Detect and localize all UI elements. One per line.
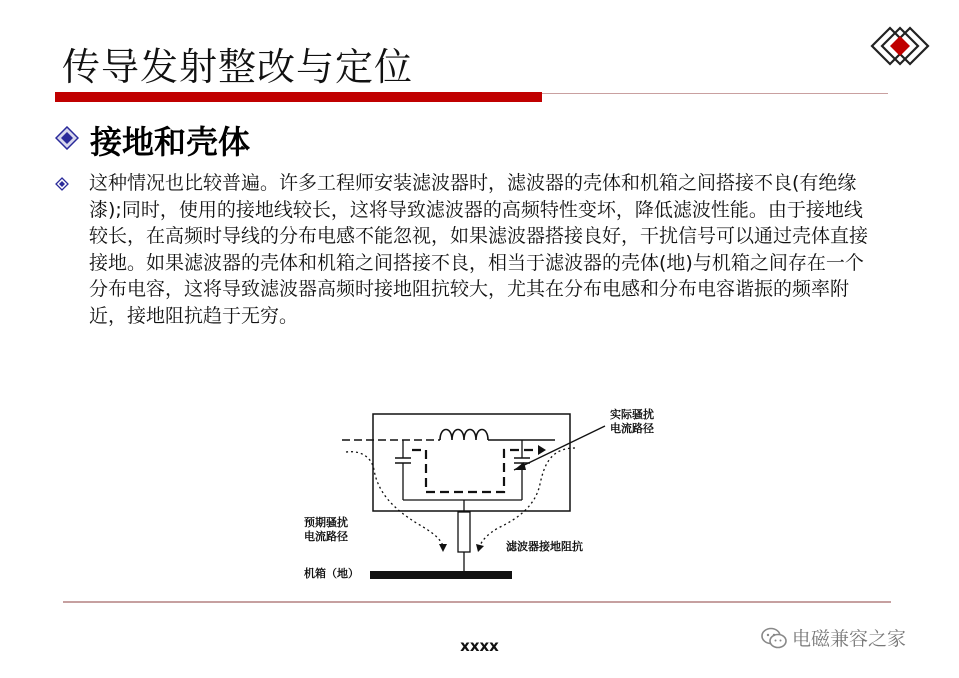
diamond-bullet-icon — [55, 177, 69, 191]
watermark-text: 电磁兼容之家 — [792, 628, 907, 650]
inductor-symbol — [440, 430, 488, 441]
chassis-ground-bar — [370, 571, 512, 579]
body-paragraph: 这种情况也比较普遍。许多工程师安装滤波器时，滤波器的壳体和机箱之间搭接不良(有绝缘漆);同时，使用的接地线较长，这将导致滤波器的高频特性变坏，降低滤波性能。由于接地线较长，在高频时导线的分布电感不能忽视，如果滤波器搭接良好，干扰信号可以通过壳体直接接地。如果滤波器的壳体和机箱之间搭接不良，相当于滤波器的壳体(地)与机箱之间存在一个分布电容，这将导致滤波器高频时接地阻抗较大，尤其在分布电感和分布电容谐振的频率附近，接地阻抗趋于无穷。 — [89, 172, 869, 327]
label-expected-current-1: 预期骚扰 — [304, 516, 348, 529]
logo-diamond-icon — [852, 18, 938, 74]
section-heading: 接地和壳体 — [90, 123, 251, 161]
watermark — [760, 624, 906, 651]
label-actual-current-2: 电流路径 — [610, 422, 654, 435]
ground-impedance-resistor — [458, 512, 470, 552]
footer-divider — [63, 601, 891, 603]
label-chassis: 机箱（地） — [304, 567, 359, 580]
label-actual-current-1: 实际骚扰 — [610, 408, 654, 421]
label-ground-impedance: 滤波器接地阻抗 — [506, 540, 583, 553]
title-accent-bar — [55, 92, 542, 102]
label-expected-current-2: 电流路径 — [304, 530, 348, 543]
diamond-bullet-icon — [55, 126, 79, 150]
filter-grounding-diagram — [300, 400, 670, 590]
slide-title: 传导发射整改与定位 — [62, 45, 414, 89]
wechat-icon — [760, 626, 788, 650]
footer-text: xxxx — [460, 637, 499, 655]
